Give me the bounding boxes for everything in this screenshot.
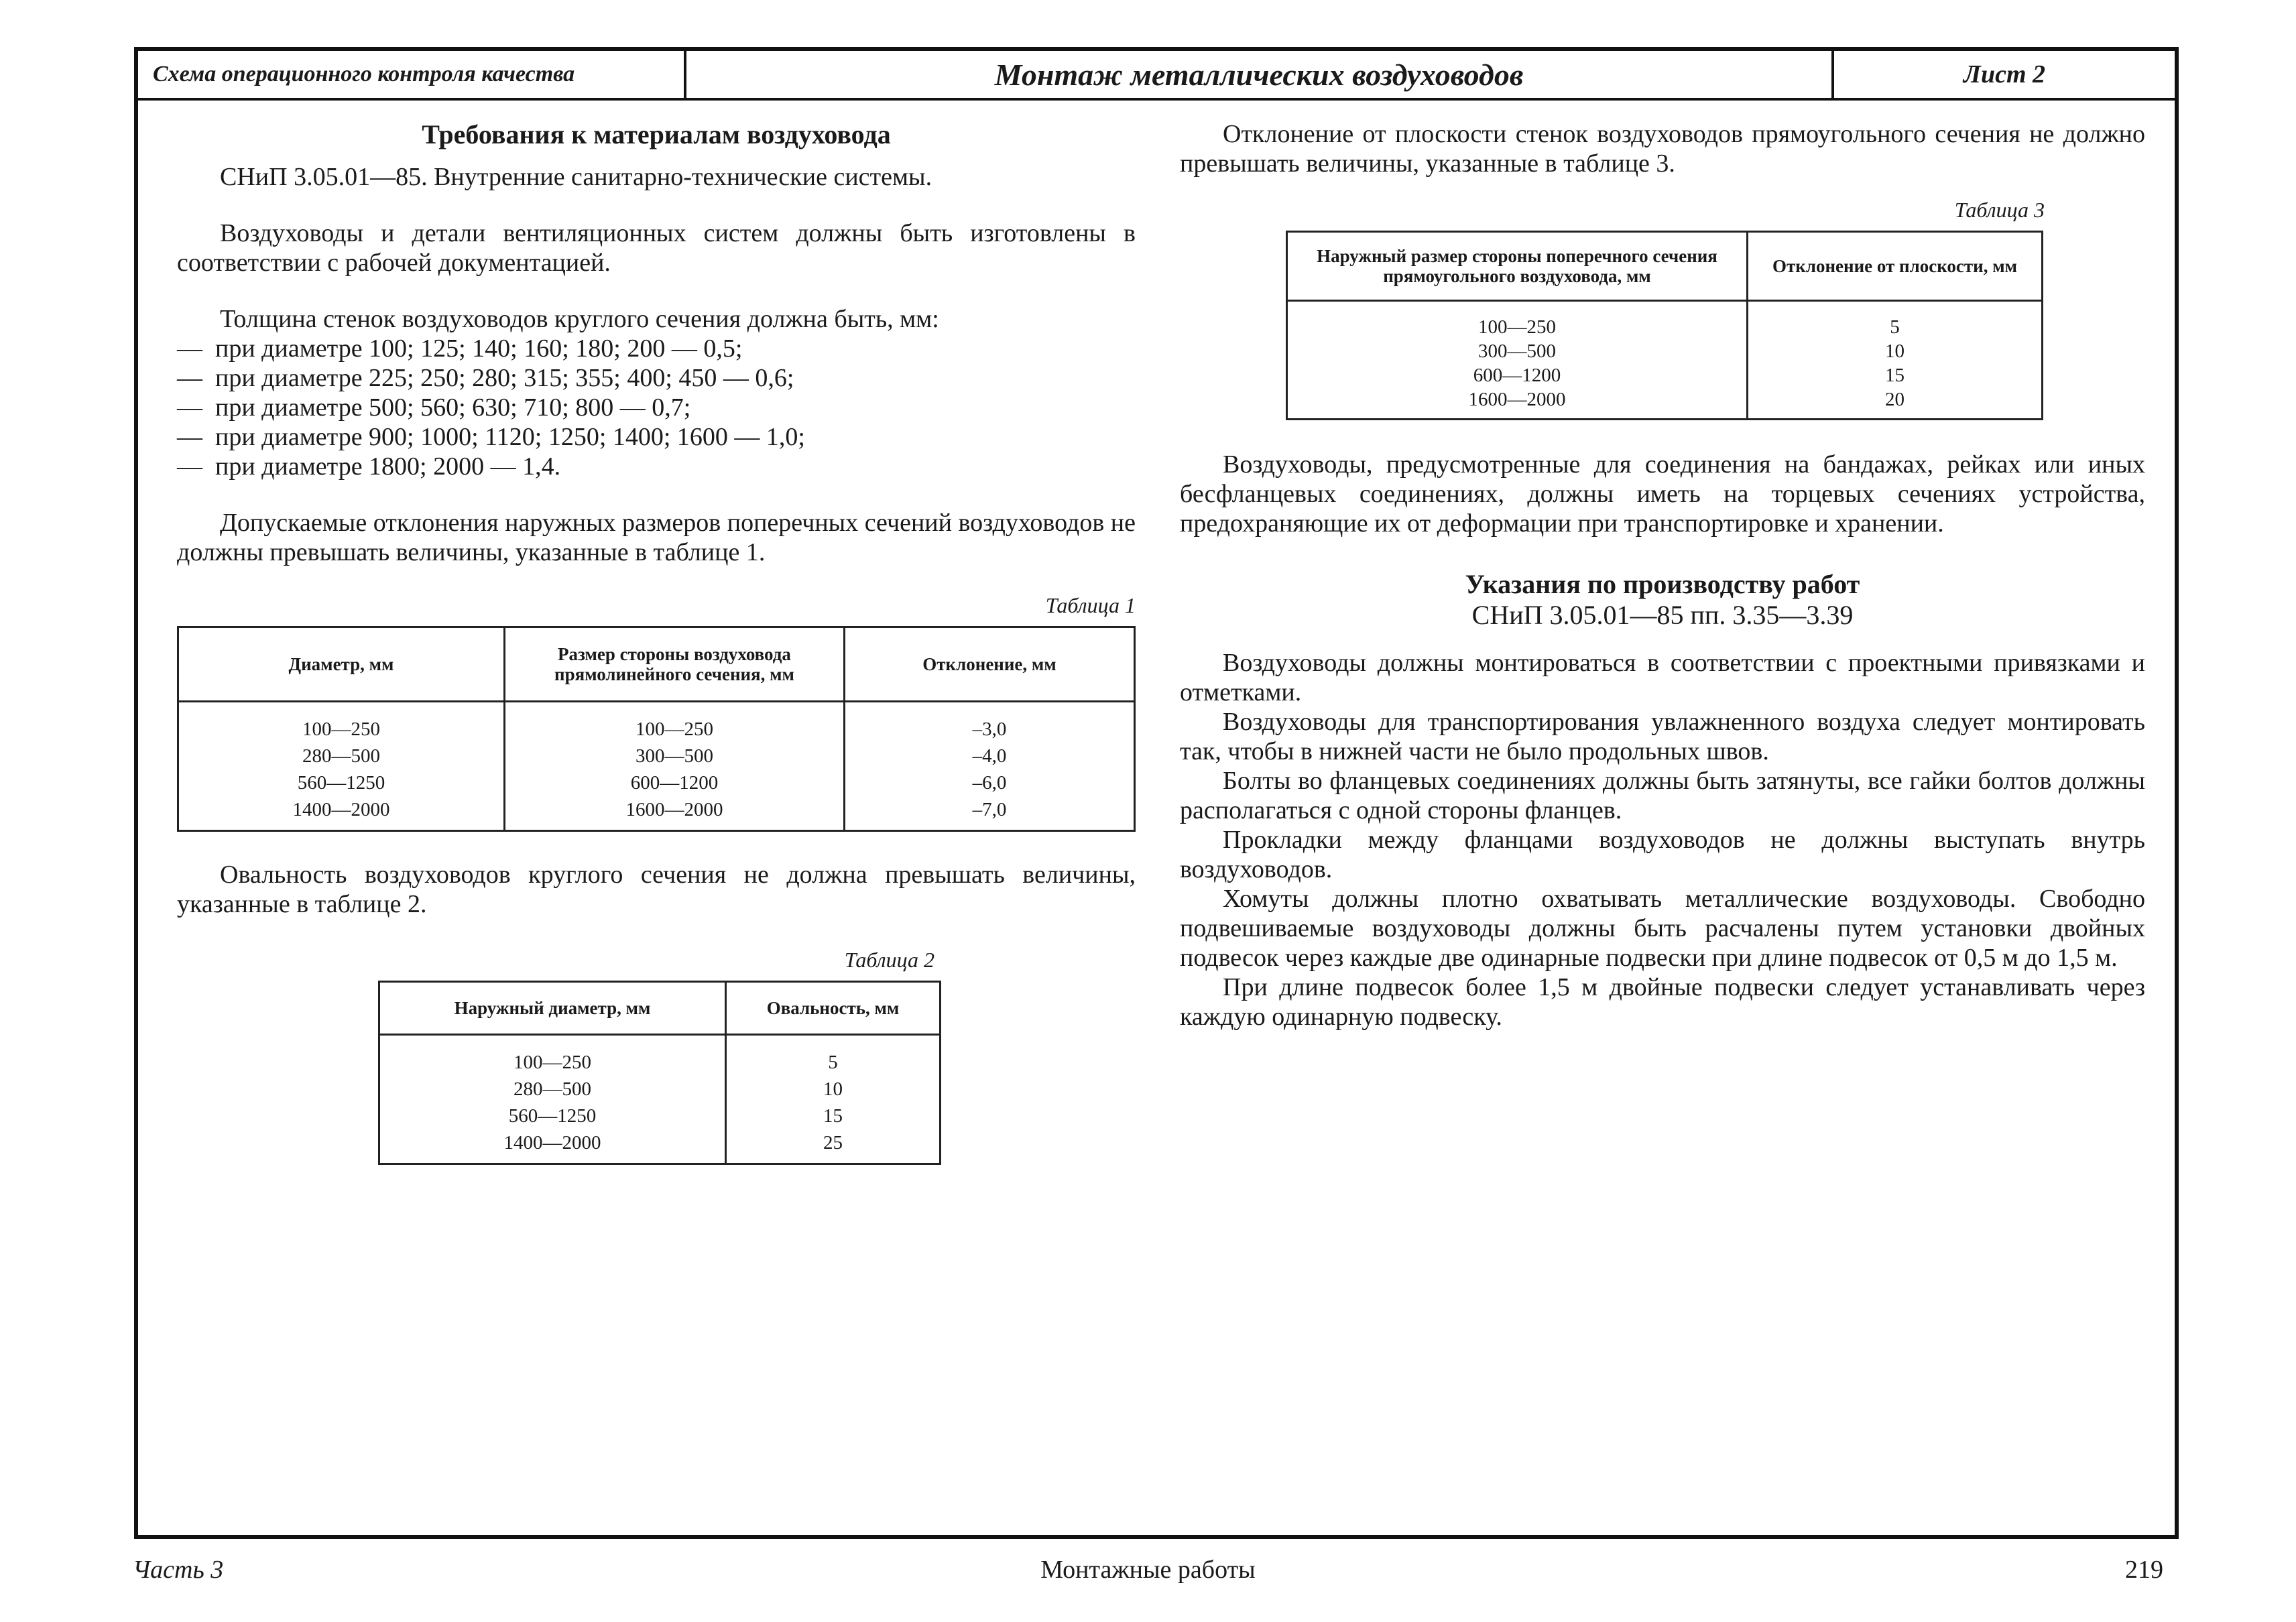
table-row xyxy=(1287,387,2043,420)
header-sheet: Лист 2 xyxy=(1963,60,2046,88)
table-header: Размер стороны воздуховода прямолинейного сечения, мм xyxy=(505,627,845,702)
table-cell: 20 xyxy=(1748,387,2043,420)
right-column xyxy=(1180,119,2145,1032)
table-header: Отклонение, мм xyxy=(845,627,1135,702)
table-row xyxy=(379,1076,941,1103)
table2-caption: Таблица 2 xyxy=(844,948,934,972)
paragraph: Болты во фланцевых соединениях должны быть затянуты, все гайки болтов должны располагаться с одной стороны фланцев. xyxy=(1180,767,2145,824)
table3-caption: Таблица 3 xyxy=(1954,198,2045,222)
table-2 xyxy=(378,981,941,1165)
table-cell: 280—500 xyxy=(379,1076,726,1103)
table-header: Отклонение от плоскости, мм xyxy=(1748,232,2043,301)
table-cell: –3,0 xyxy=(845,702,1135,743)
paragraph: Воздуховоды для транспортирования увлажненного воздуха следует монтировать так, чтобы в нижней части не было продольных швов. xyxy=(1180,708,2145,765)
table-cell: 560—1250 xyxy=(178,769,505,796)
table-cell: 100—250 xyxy=(505,702,845,743)
table-cell: 600—1200 xyxy=(505,769,845,796)
table-row xyxy=(178,769,1135,796)
list-item: — при диаметре 100; 125; 140; 160; 180; 200 — 0,5; xyxy=(177,334,1136,363)
snip-reference: СНиП 3.05.01—85. Внутренние санитарно-технические системы. xyxy=(220,163,932,191)
table-cell: 300—500 xyxy=(505,743,845,769)
works-heading: Указания по производству работ xyxy=(1465,569,1860,599)
table-1 xyxy=(177,626,1136,832)
table-cell: 5 xyxy=(1748,301,2043,340)
header-title: Монтаж металлических воздуховодов xyxy=(686,51,1834,98)
table1-caption: Таблица 1 xyxy=(1045,593,1136,617)
table-cell: 280—500 xyxy=(178,743,505,769)
table-header: Наружный диаметр, мм xyxy=(379,982,726,1035)
left-column xyxy=(177,119,1136,1165)
header-left: Схема операционного контроля качества xyxy=(138,51,686,98)
list-item: — при диаметре 225; 250; 280; 315; 355; 400; 450 — 0,6; xyxy=(177,363,1136,393)
table-header: Овальность, мм xyxy=(726,982,941,1035)
table-cell: 100—250 xyxy=(1287,301,1748,340)
paragraph: Воздуховоды должны монтироваться в соответствии с проектными привязками и отметками. xyxy=(1180,649,2145,706)
page-number: 219 xyxy=(2125,1556,2163,1584)
table-row xyxy=(178,796,1135,831)
materials-heading: Требования к материалам воздуховода xyxy=(422,119,891,149)
table-cell: 560—1250 xyxy=(379,1103,726,1129)
paragraph: Отклонение от плоскости стенок воздуховодов прямоугольного сечения не должно превышать величины, указанные в таблице 3. xyxy=(1180,120,2145,178)
table-cell: 1400—2000 xyxy=(379,1129,726,1164)
paragraph: При длине подвесок более 1,5 м двойные подвески следует устанавливать через каждую одинарную подвеску. xyxy=(1180,973,2145,1031)
table-cell: –6,0 xyxy=(845,769,1135,796)
paragraph: Воздуховоды, предусмотренные для соединения на бандажах, рейках или иных бесфланцевых соединениях, должны иметь на торцевых сечениях устройства, предохраняющие их от деформации при транспортировке и хранении. xyxy=(1180,450,2145,538)
table-cell: 300—500 xyxy=(1287,339,1748,363)
list-item: — при диаметре 1800; 2000 — 1,4. xyxy=(177,452,1136,481)
table-cell: 5 xyxy=(726,1035,941,1076)
paragraph: Хомуты должны плотно охватывать металлические воздуховоды. Свободно подвешиваемые воздуховоды должны быть расчалены путем установки двойных подвесок через каждые две одинарные подвески при длине подвесок от 0,5 м до 1,5 м. xyxy=(1180,885,2145,972)
paragraph: Воздуховоды и детали вентиляционных систем должны быть изготовлены в соответствии с рабочей документацией. xyxy=(177,219,1136,277)
table-cell: 100—250 xyxy=(178,702,505,743)
table2-wrap xyxy=(177,947,934,973)
table-cell: –7,0 xyxy=(845,796,1135,831)
table-row xyxy=(178,743,1135,769)
table-header: Диаметр, мм xyxy=(178,627,505,702)
paragraph: Допускаемые отклонения наружных размеров поперечных сечений воздуховодов не должны превышать величины, указанные в таблице 1. xyxy=(177,509,1136,566)
footer-part: Часть 3 xyxy=(133,1556,224,1584)
table-header: Наружный размер стороны поперечного сечения прямоугольного воздуховода, мм xyxy=(1287,232,1748,301)
table-cell: 600—1200 xyxy=(1287,363,1748,387)
table-row xyxy=(379,1129,941,1164)
table-row xyxy=(1287,301,2043,340)
header-row xyxy=(138,51,2175,101)
paragraph: Овальность воздуховодов круглого сечения не должна превышать величины, указанные в таблице 2. xyxy=(177,861,1136,918)
table-cell: 100—250 xyxy=(379,1035,726,1076)
table3-wrap xyxy=(1180,197,2045,223)
table-cell: 10 xyxy=(1748,339,2043,363)
footer-section: Монтажные работы xyxy=(1040,1556,1256,1584)
table-cell: 15 xyxy=(726,1103,941,1129)
table-cell: 1400—2000 xyxy=(178,796,505,831)
page-frame xyxy=(134,47,2179,1539)
table-row xyxy=(1287,339,2043,363)
table-cell: 1600—2000 xyxy=(505,796,845,831)
table-cell: 1600—2000 xyxy=(1287,387,1748,420)
thickness-intro: Толщина стенок воздуховодов круглого сечения должна быть, мм: xyxy=(220,305,939,333)
thickness-list xyxy=(177,334,1136,481)
table-cell: 25 xyxy=(726,1129,941,1164)
table-cell: 10 xyxy=(726,1076,941,1103)
list-item: — при диаметре 900; 1000; 1120; 1250; 1400; 1600 — 1,0; xyxy=(177,422,1136,452)
table-cell: 15 xyxy=(1748,363,2043,387)
works-subheading: СНиП 3.05.01—85 пп. 3.35—3.39 xyxy=(1471,600,1854,630)
table-row xyxy=(379,1103,941,1129)
table-row xyxy=(178,702,1135,743)
list-item: — при диаметре 500; 560; 630; 710; 800 — 0,7; xyxy=(177,393,1136,422)
table-row xyxy=(1287,363,2043,387)
table-3 xyxy=(1286,231,2043,420)
paragraph: Прокладки между фланцами воздуховодов не должны выступать внутрь воздуховодов. xyxy=(1180,826,2145,883)
table-cell: –4,0 xyxy=(845,743,1135,769)
table-row xyxy=(379,1035,941,1076)
